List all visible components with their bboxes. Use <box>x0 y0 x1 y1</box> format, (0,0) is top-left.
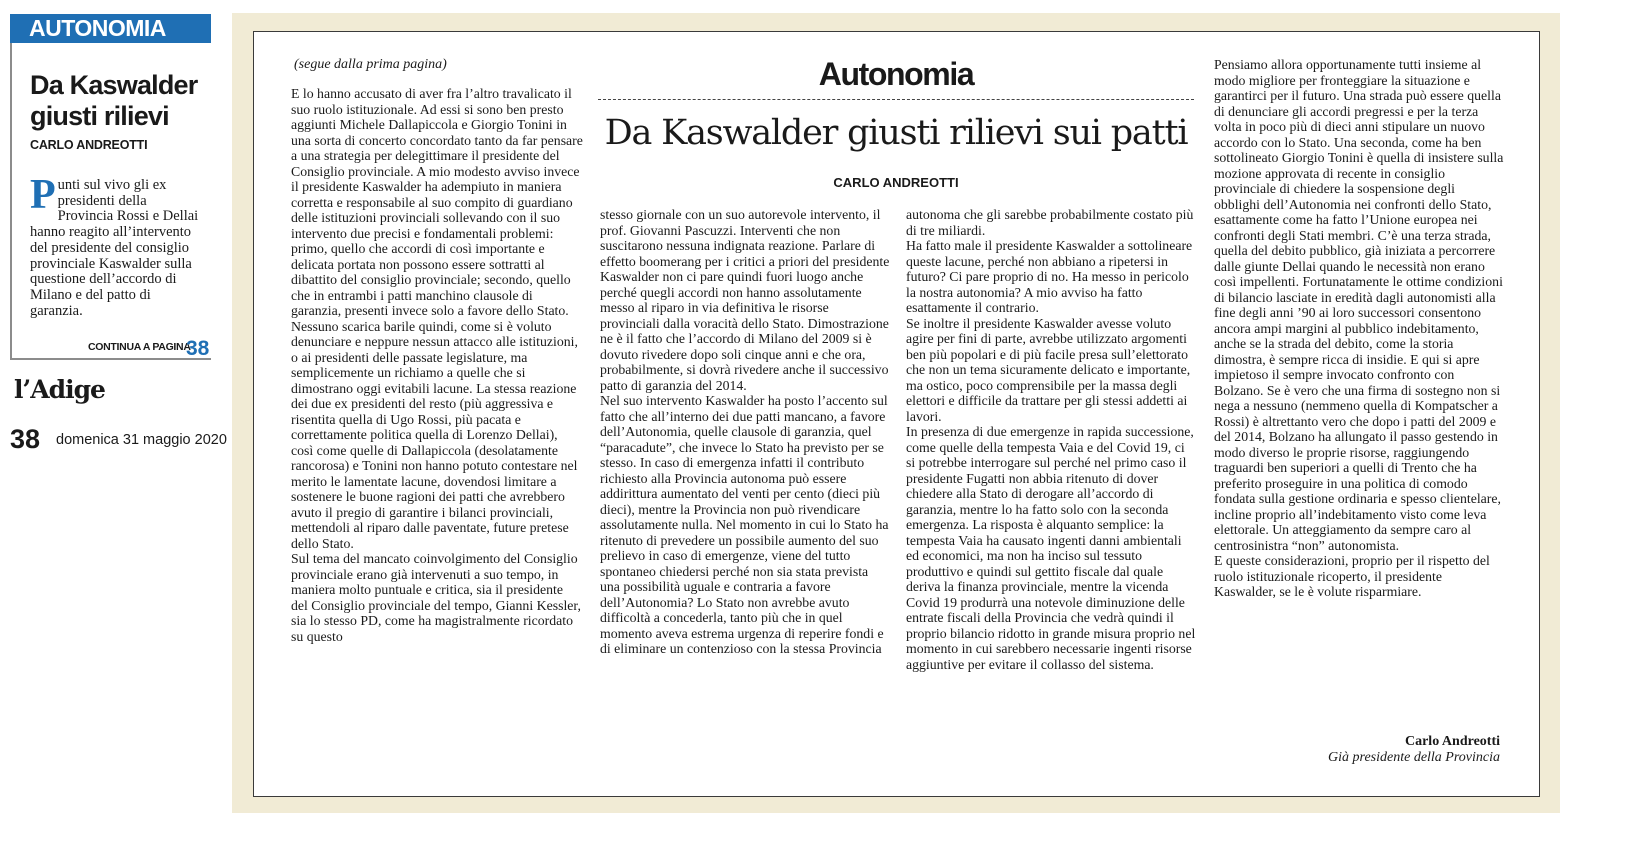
paragraph: Ha fatto male il presidente Kaswalder a sottolineare queste lacune, perché non abbiano a ripetersi in futuro? Ci pare proprio di no. Ha messo in pericolo la nostra autonomia? A mio avviso ha fatto esattamente il contrario. <box>906 238 1193 315</box>
article-headline: Da Kaswalder giusti rilievi sui patti <box>604 113 1188 153</box>
paragraph: Pensiamo allora opportunamente tutti insieme al modo migliore per fronteggiare la situazione e garantirci per il futuro. Una strada può essere quella di denunciare gli accordi pregressi e per la terza volta in poco più di dieci anni stipulare un nuovo accordo con lo Stato. Una seconda, come ha ben sottolineato Giorgio Tonini è quella di insistere sulla mozione approvata di recente in consiglio provinciale di chiedere la sospensione degli obblighi dell’Autonomia nei confronti dello Stato, esattamente come ha fatto l’Unione europea nei confronti degli Stati membri. C’è una terza strada, quella del debito pubblico, già iniziata a percorrere dalle giunte Dellai quando le necessità non erano così impellenti. Fortunatamente le ottime condizioni di bilancio lasciate in eredità dagli autonomisti alla fine degli anni ’90 ai loro successori consentono ancora ampi margini al pubblico indebitamento, anche se la strada del debito, come la storia dimostra, è sempre ricca di insidie. E qui si apre impietoso il sempre invocato confronto con Bolzano. Se è vero che una firma di sostegno non si nega a nessuno (nemmeno quella di Kompatscher a Rossi) è altrettanto vero che dopo i patti del 2009 e del 2014, Bolzano ha allungato il passo gestendo in modo diverso le proprie risorse, raggiungendo traguardi ben superiori a quelli di Trento che ha preferito proseguire in una politica di comodo fondata sulla gestione ordinaria e spesso clientelare, incline proprio all’indebitamento visto come leva elettorale. Un atteggiamento da sempre caro al centrosinistra “non” autonomista. <box>1214 57 1504 553</box>
section-label: AUTONOMIA <box>10 14 211 43</box>
paragraph: Nel suo intervento Kaswalder ha posto l’accento sul fatto che all’interno dei due patti mancano, a favore dell’Autonomia, quelle clausole di garanzia, quel “paracadute”, che invece lo Stato ha previsto per se stesso. In caso di emergenza infatti il contributo richiesto alla Provincia autonoma può essere addirittura aumentato del venti per cento (dieci più dieci), mentre la Provincia non può rivendicare assolutamente nulla. Nel momento in cui lo Stato ha ritenuto di prevedere un possibile aumento del suo prelievo in caso di emergenze, viene del tutto spontaneo chiedersi perché non sia stata prevista una possibilità uguale e contraria a favore dell’Autonomia? Lo Stato non avrebbe avuto difficoltà a concederla, tanto più che in quel momento aveva estrema urgenza di reperire fondi e di eliminare un contenzioso con la stessa Provincia <box>600 393 889 656</box>
continue-label: CONTINUA A PAGINA <box>88 341 191 353</box>
signature-role: Già presidente della Provincia <box>1328 750 1500 765</box>
article-column-3 <box>906 207 1196 672</box>
continued-note: (segue dalla prima pagina) <box>294 57 447 72</box>
paragraph: autonoma che gli sarebbe probabilmente costato più di tre miliardi. <box>906 207 1194 238</box>
signature-name: Carlo Andreotti <box>1404 734 1500 749</box>
page-number: 38 <box>10 424 41 454</box>
teaser-text <box>30 172 200 319</box>
article-byline: CARLO ANDREOTTI <box>833 175 959 190</box>
article-kicker: Autonomia <box>818 56 974 92</box>
page-date: domenica 31 maggio 2020 <box>56 432 227 448</box>
paragraph: E lo hanno accusato di aver fra l’altro travalicato il suo ruolo istituzionale. Ad essi si sono ben presto aggiunti Michele Dallapiccola e Giorgio Tonini in una sorta di concerto concordato tanto da far pensare a una strategia per delegittimare il presidente del Consiglio provinciale. A mio modesto avviso invece il presidente Kaswalder ha adempiuto in maniera corretta e responsabile al suo compito di guardiano delle istituzioni provinciali sollevando con il suo intervento due precisi e fondamentali problemi: primo, quello che accordi di così importante e delicata portata non possono essere sottratti al dibattito del consiglio provinciale; secondo, quello che in entrambi i patti manchino clausole di garanzia, presenti invece solo a favore dello Stato. Nessuno scarica barile quindi, come si è voluto denunciare e neppure nessun attacco alle istituzioni, o ai presidenti delle passate legislature, ma semplicemente un richiamo a quelle che si dimostrano oggi evitabili lacune. La stessa reazione dei due ex presidenti del resto (più aggressiva e risentita quella di Ugo Rossi, più pacata e correttamente politica quella di Lorenzo Dellai), così come quelle di Dallapiccola (desolatamente rancorosa) e Tonini non hanno potuto contestare nel merito le lamentate lacune, dovendosi limitare a sostenere le buone ragioni dei patti che avrebbero avuto il pregio di garantire i bilanci provinciali, mettendoli al riparo dalle paventate, future pretese dello Stato. <box>291 86 583 551</box>
teaser-author: CARLO ANDREOTTI <box>30 138 148 152</box>
article-column-4 <box>1214 57 1504 600</box>
newspaper-masthead: l’Adige <box>14 375 105 404</box>
teaser-body: unti sul vivo gli ex presidenti della Provincia Rossi e Dellai hanno reagito all’intervento del presidente del consiglio provinciale Kaswalder sulla questione dell’accordo di Milano e del patto di garanzia. <box>30 177 199 319</box>
paragraph: Sul tema del mancato coinvolgimento del Consiglio provinciale erano già intervenuti a suo tempo, in maniera molto puntuale e critica, sia il presidente del Consiglio provinciale del tempo, Gianni Kessler, sia lo stesso PD, come ha magistralmente ricordato su questo <box>291 551 581 644</box>
paragraph: In presenza di due emergenze in rapida successione, come quelle della tempesta Vaia e del Covid 19, ci si potrebbe interrogare sul perché nel primo caso il presidente Fugatti non abbia ritenuto di dover chiedere alla Stato di derogare all’accordo di garanzia, mentre lo ha fatto solo con la seconda emergenza. La risposta è alquanto semplice: la tempesta Vaia ha causato ingenti danni ambientali ed economici, ma non ha inciso sul tessuto produttivo e quindi sul gettito fiscale dal quale deriva la finanza provinciale, mentre la vicenda Covid 19 produrrà una notevole diminuzione delle entrate fiscali della Provincia che vedrà quindi il proprio bilancio ridotto in grande misura proprio nel momento in cui sarebbero necessarie ingenti risorse aggiuntive per evitare il collasso del sistema. <box>906 424 1196 672</box>
article-column-2 <box>600 207 890 657</box>
article-signature <box>1214 734 1500 766</box>
kicker-divider <box>598 99 1194 100</box>
continue-page-link[interactable]: 38 <box>186 337 210 360</box>
paragraph: E queste considerazioni, proprio per il rispetto del ruolo istituzionale ricoperto, il presidente Kaswalder, se le è volute risparmiare. <box>1214 553 1490 599</box>
teaser-title: Da Kaswalder giusti rilievi <box>30 70 198 131</box>
dropcap: P <box>30 172 56 218</box>
paragraph: Se inoltre il presidente Kaswalder avesse voluto agire per fini di parte, avrebbe utilizzato argomenti ben più popolari e di più facile presa sull’elettorato che non un tema sicuramente delicato e importante, ma ostico, poco comprensibile per la massa degli elettori e difficile da trattare per gli stessi addetti ai lavori. <box>906 315 1191 424</box>
article-column-1 <box>291 86 583 644</box>
paragraph: stesso giornale con un suo autorevole intervento, il prof. Giovanni Pascuzzi. Interventi che non suscitarono nessuna indignata reazione. Parlare di effetto boomerang per i critici a priori del presidente Kaswalder non ci pare quindi fuori luogo anche perché quegli accordi non hanno assolutamente messo al riparo in via definitiva le risorse provinciali dalla voracità dello Stato. Dimostrazione ne è il fatto che l’accordo di Milano del 2009 si è dovuto rivedere dopo soli cinque anni e che ora, probabilmente, si dovrà rivedere anche il successivo patto di garanzia del 2014. <box>600 207 890 393</box>
